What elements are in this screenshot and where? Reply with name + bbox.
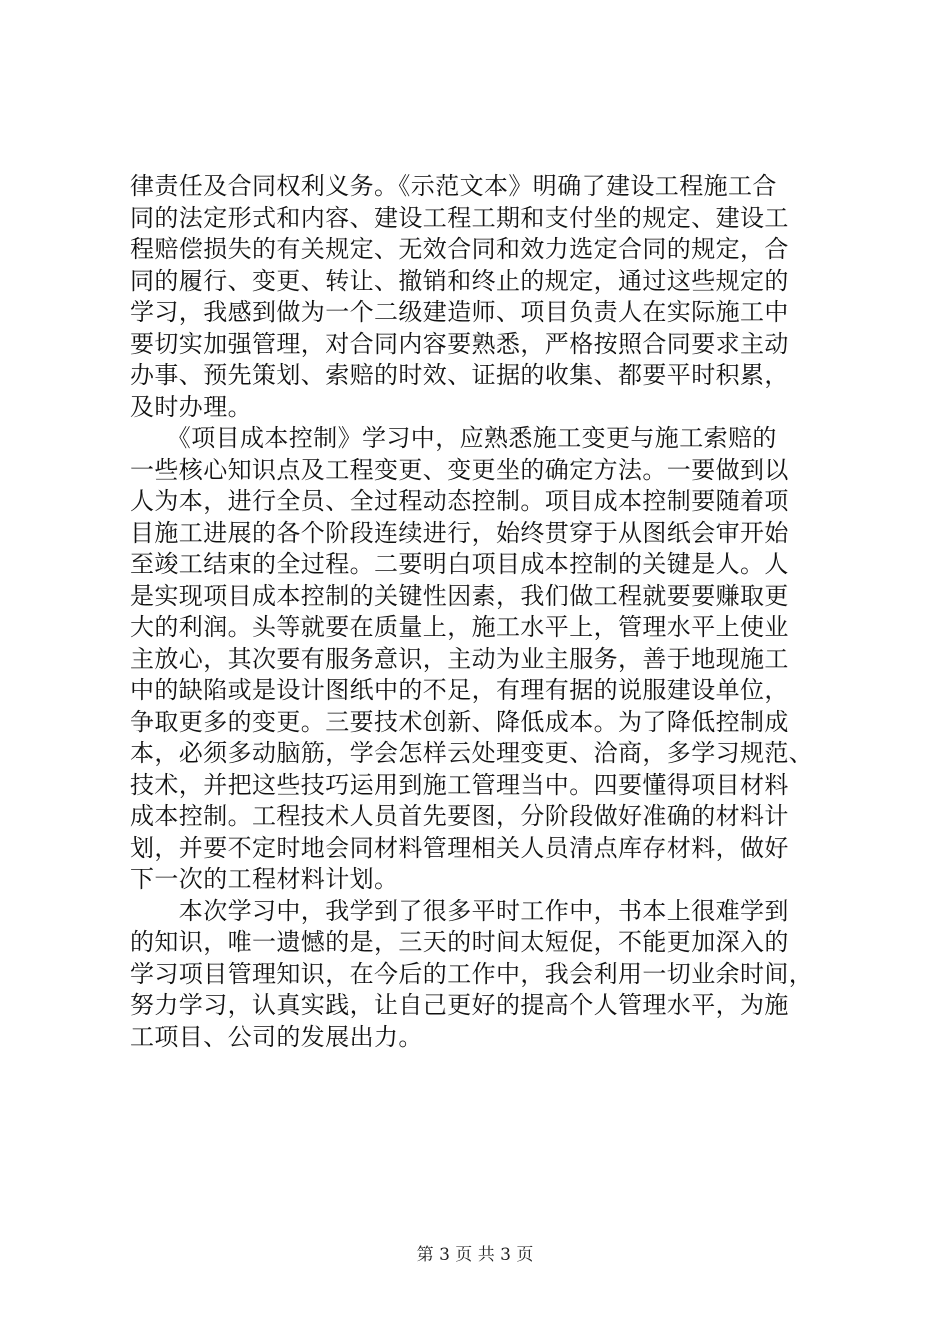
text-line: 一些核心知识点及工程变更、变更坐的确定方法。一要做到以 xyxy=(130,455,789,484)
text-line: 争取更多的变更。三要技术创新、降低成本。为了降低控制成 xyxy=(130,707,789,736)
text-line: 中的缺陷或是设计图纸中的不足，有理有据的说服建设单位， xyxy=(130,676,789,704)
text-line: 《项目成本控制》学习中，应熟悉施工变更与施工索赔的 xyxy=(130,424,777,452)
text-line: 要切实加强管理，对合同内容要熟悉，严格按照合同要求主动 xyxy=(130,329,789,358)
text-line: 学习，我感到做为一个二级建造师、项目负责人在实际施工中 xyxy=(130,298,789,326)
text-line: 成本控制。工程技术人员首先要图，分阶段做好准确的材料计 xyxy=(130,802,789,830)
body-text xyxy=(130,171,830,1053)
text-line: 程赔偿损失的有关规定、无效合同和效力选定合同的规定，合 xyxy=(130,235,789,263)
text-line: 人为本，进行全员、全过程动态控制。项目成本控制要随着项 xyxy=(130,487,789,515)
text-line: 是实现项目成本控制的关键性因素，我们做工程就要要赚取更 xyxy=(130,581,789,610)
text-line: 的知识，唯一遗憾的是，三天的时间太短促，不能更加深入的 xyxy=(130,928,789,956)
text-line: 至竣工结束的全过程。二要明白项目成本控制的关键是人。人 xyxy=(130,550,789,578)
text-line: 同的法定形式和内容、建设工程工期和支付坐的规定、建设工 xyxy=(130,203,789,232)
text-line: 划，并要不定时地会同材料管理相关人员清点库存材料，做好 xyxy=(130,833,789,862)
text-line: 学习项目管理知识，在今后的工作中，我会利用一切业余时间， xyxy=(130,959,814,988)
page-number-footer: 第 3 页 共 3 页 xyxy=(416,1245,534,1265)
text-line: 本次学习中，我学到了很多平时工作中，书本上很难学到 xyxy=(130,896,789,925)
text-line: 努力学习，认真实践，让自己更好的提高个人管理水平，为施 xyxy=(130,991,789,1019)
text-line: 办事、预先策划、索赔的时效、证据的收集、都要平时积累， xyxy=(130,361,789,389)
text-line: 下一次的工程材料计划。 xyxy=(130,865,399,893)
text-line: 目施工进展的各个阶段连续进行，始终贯穿于从图纸会审开始 xyxy=(130,518,789,547)
text-line: 工项目、公司的发展出力。 xyxy=(130,1022,423,1051)
text-line: 及时办理。 xyxy=(130,392,252,421)
text-line: 大的利润。头等就要在质量上，施工水平上，管理水平上使业 xyxy=(130,613,789,641)
text-line: 本，必须多动脑筋，学会怎样云处理变更、洽商，多学习规范、 xyxy=(130,739,814,767)
text-line: 技术，并把这些技巧运用到施工管理当中。四要懂得项目材料 xyxy=(130,770,789,799)
text-line: 同的履行、变更、转让、撤销和终止的规定，通过这些规定的 xyxy=(130,266,789,295)
text-line: 主放心，其次要有服务意识，主动为业主服务，善于地现施工 xyxy=(130,644,789,673)
text-line: 律责任及合同权利义务。《示范文本》明确了建设工程施工合 xyxy=(130,172,777,200)
